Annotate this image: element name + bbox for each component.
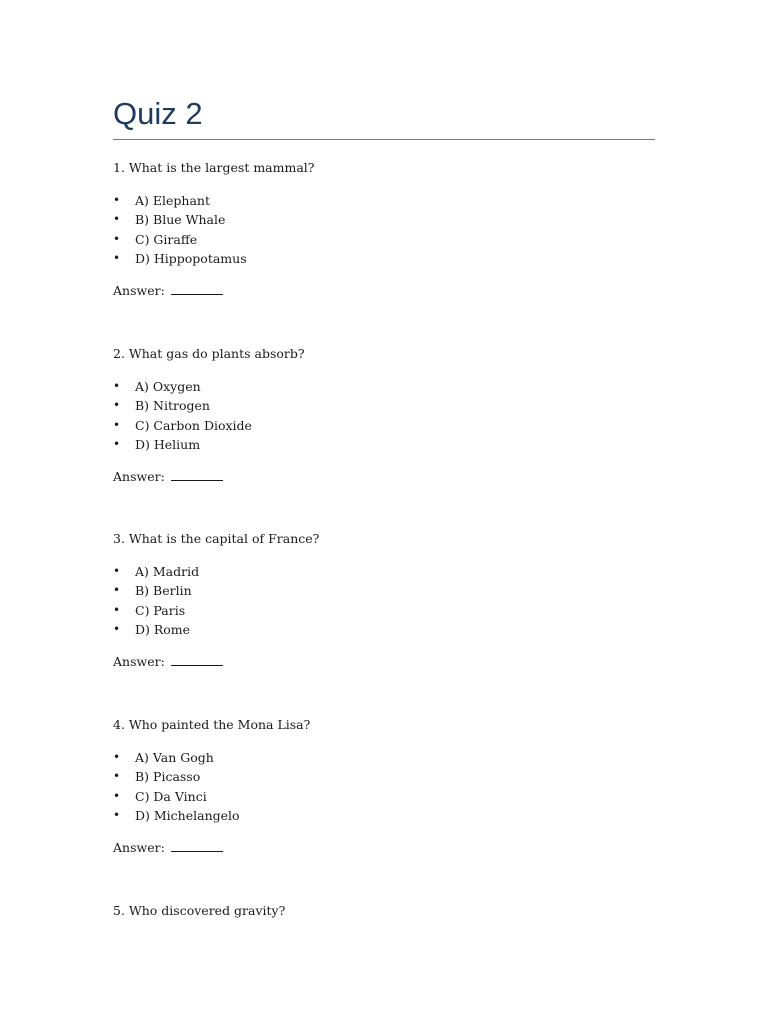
bullet-icon: • bbox=[113, 250, 121, 265]
answer-label: Answer: bbox=[113, 283, 165, 299]
option-label: C) Da Vinci bbox=[135, 788, 207, 804]
option-item bbox=[113, 249, 673, 268]
options-list bbox=[113, 562, 673, 639]
bullet-icon: • bbox=[113, 621, 121, 636]
option-item bbox=[113, 787, 673, 806]
question-block bbox=[113, 902, 673, 920]
question-block bbox=[113, 159, 673, 300]
bullet-icon: • bbox=[113, 379, 121, 393]
question-text: 3. What is the capital of France? bbox=[113, 531, 320, 546]
bullet-icon: • bbox=[113, 583, 121, 598]
option-item bbox=[113, 620, 673, 639]
option-label: B) Picasso bbox=[135, 769, 201, 785]
option-item bbox=[113, 767, 673, 786]
option-item bbox=[113, 581, 673, 600]
answer-label: Answer: bbox=[113, 654, 165, 670]
question-block bbox=[113, 716, 673, 857]
option-label: C) Giraffe bbox=[135, 231, 198, 247]
option-label: C) Paris bbox=[135, 602, 186, 618]
options-list bbox=[113, 748, 673, 825]
answer-label: Answer: bbox=[113, 840, 165, 856]
option-label: D) Helium bbox=[135, 436, 201, 452]
bullet-icon: • bbox=[113, 417, 121, 432]
answer-blank[interactable] bbox=[171, 654, 223, 666]
option-label: D) Hippopotamus bbox=[135, 250, 247, 266]
answer-line bbox=[113, 282, 673, 300]
bullet-icon: • bbox=[113, 398, 121, 413]
option-item bbox=[113, 377, 673, 396]
option-label: A) Oxygen bbox=[135, 379, 201, 394]
option-item bbox=[113, 562, 673, 581]
question-text: 5. Who discovered gravity? bbox=[113, 903, 286, 918]
option-label: C) Carbon Dioxide bbox=[135, 417, 252, 433]
option-item bbox=[113, 748, 673, 767]
bullet-icon: • bbox=[113, 231, 121, 246]
option-label: B) Berlin bbox=[135, 583, 192, 599]
question-text: 1. What is the largest mammal? bbox=[113, 160, 315, 175]
answer-line bbox=[113, 653, 673, 671]
question-text: 4. Who painted the Mona Lisa? bbox=[113, 717, 311, 732]
bullet-icon: • bbox=[113, 788, 121, 803]
title-underline bbox=[113, 139, 655, 140]
option-label: A) Van Gogh bbox=[135, 750, 214, 765]
option-label: B) Nitrogen bbox=[135, 398, 210, 414]
option-item bbox=[113, 601, 673, 620]
answer-blank[interactable] bbox=[171, 469, 223, 481]
options-list bbox=[113, 377, 673, 454]
answer-blank[interactable] bbox=[171, 283, 223, 295]
answer-line bbox=[113, 468, 673, 486]
bullet-icon: • bbox=[113, 212, 121, 227]
option-item bbox=[113, 210, 673, 229]
answer-label: Answer: bbox=[113, 469, 165, 485]
bullet-icon: • bbox=[113, 769, 121, 784]
page-title: Quiz 2 bbox=[113, 96, 203, 131]
option-label: A) Madrid bbox=[135, 564, 200, 579]
option-label: B) Blue Whale bbox=[135, 212, 226, 228]
option-label: A) Elephant bbox=[135, 193, 210, 208]
bullet-icon: • bbox=[113, 750, 121, 764]
option-item bbox=[113, 416, 673, 435]
options-list bbox=[113, 191, 673, 268]
question-text: 2. What gas do plants absorb? bbox=[113, 346, 305, 361]
bullet-icon: • bbox=[113, 564, 121, 578]
option-label: D) Rome bbox=[135, 621, 191, 637]
question-block bbox=[113, 345, 673, 486]
option-item bbox=[113, 191, 673, 210]
bullet-icon: • bbox=[113, 602, 121, 617]
question-block bbox=[113, 530, 673, 671]
option-label: D) Michelangelo bbox=[135, 807, 240, 823]
answer-line bbox=[113, 839, 673, 857]
bullet-icon: • bbox=[113, 436, 121, 451]
bullet-icon: • bbox=[113, 807, 121, 822]
bullet-icon: • bbox=[113, 193, 121, 207]
answer-blank[interactable] bbox=[171, 840, 223, 852]
option-item bbox=[113, 396, 673, 415]
option-item bbox=[113, 806, 673, 825]
option-item bbox=[113, 230, 673, 249]
option-item bbox=[113, 435, 673, 454]
